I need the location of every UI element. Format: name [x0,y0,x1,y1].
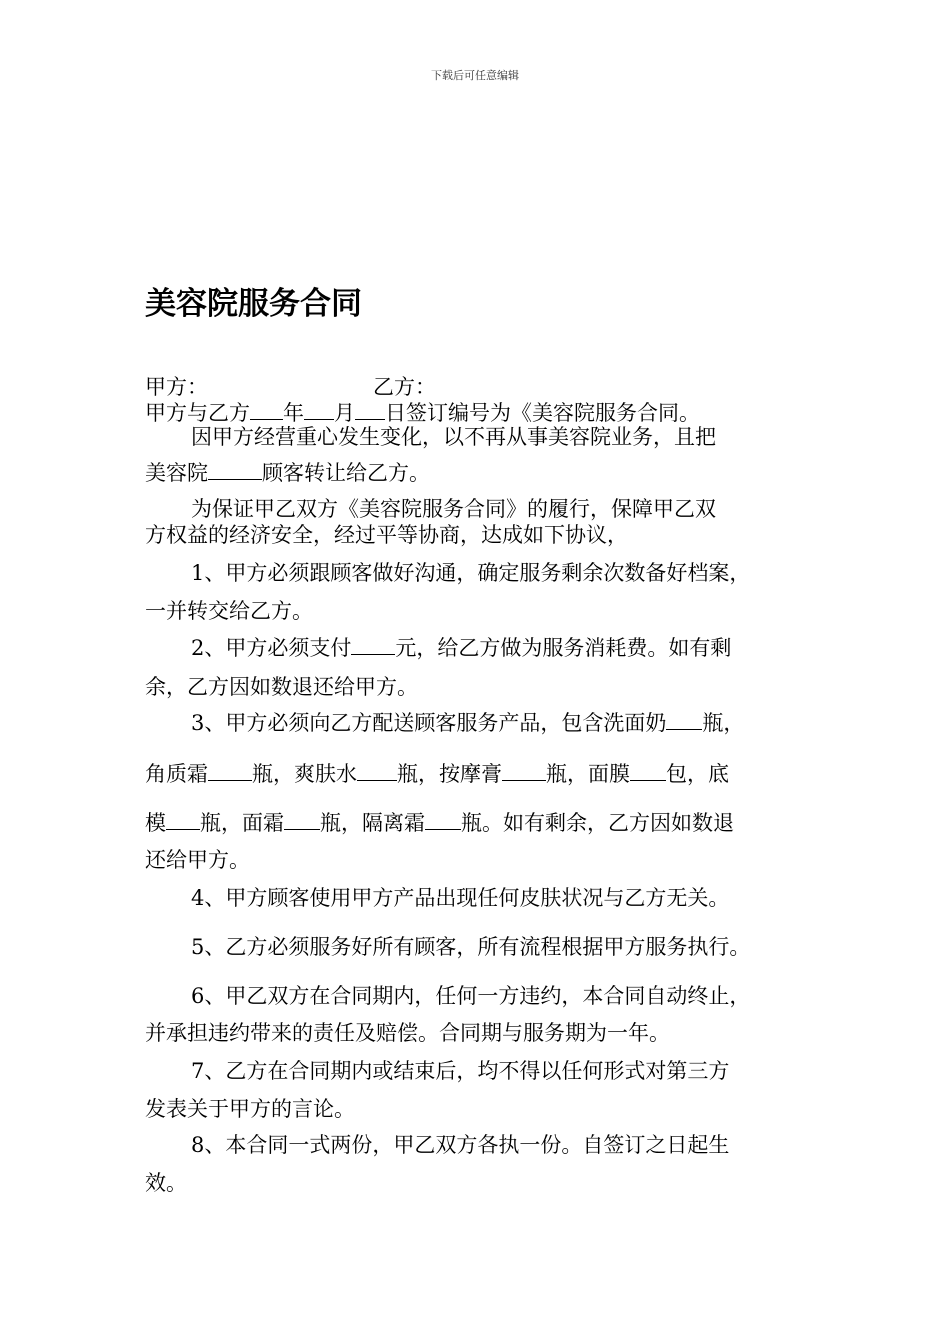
clause-3-line-3: 模 瓶，面霜 瓶，隔离霜 瓶。如有剩余，乙方因如数退 [145,811,734,835]
clause-3-line-2: 角质霜 瓶，爽肤水 瓶，按摩膏 瓶，面膜 包，底 [145,762,729,786]
purpose-line-1: 为保证甲乙双方《美容院服务合同》的履行，保障甲乙双 [191,497,716,521]
purpose-line-2: 方权益的经济安全，经过平等协商，达成如下协议， [145,523,628,547]
clause-6-line-2: 并承担违约带来的责任及赔偿。合同期与服务期为一年。 [145,1021,670,1045]
blank-face-cream-qty[interactable] [284,809,320,830]
blank-cleanser-qty[interactable] [666,709,702,730]
clause-2-line-2: 余，乙方因如数退还给甲方。 [145,675,418,699]
clause-8-line-2: 效。 [145,1171,187,1195]
clause-2-line-1: 2、甲方必须支付 元，给乙方做为服务消耗费。如有剩 [191,636,732,660]
blank-year[interactable] [250,399,283,420]
document-title: 美容院服务合同 [145,286,362,322]
blank-toner-qty[interactable] [357,760,397,781]
blank-base-mold-qty[interactable] [166,809,200,830]
blank-primer-qty[interactable] [425,809,461,830]
blank-salon-name[interactable] [208,459,262,480]
blank-exfoliant-qty[interactable] [208,760,252,781]
blank-mask-qty[interactable] [630,760,666,781]
clause-7-line-2: 发表关于甲方的言论。 [145,1097,355,1121]
reason-line-1: 因甲方经营重心发生变化，以不再从事美容院业务，且把 [191,425,716,449]
party-b-label: 乙方： [373,375,436,399]
clause-8-line-1: 8、本合同一式两份，甲乙双方各执一份。自签订之日起生 [191,1133,730,1157]
blank-massage-cream-qty[interactable] [502,760,546,781]
clause-7-line-1: 7、乙方在合同期内或结束后，均不得以任何形式对第三方 [191,1059,730,1083]
clause-3-line-1: 3、甲方必须向乙方配送顾客服务产品，包含洗面奶 瓶， [191,711,745,735]
clause-4: 4、甲方顾客使用甲方产品出现任何皮肤状况与乙方无关。 [191,886,730,910]
party-a-label: 甲方： [145,375,208,399]
clause-1-line-1: 1、甲方必须跟顾客做好沟通，确定服务剩余次数备好档案， [191,561,751,585]
clause-3-line-4: 还给甲方。 [145,848,250,872]
header-note: 下载后可任意编辑 [431,69,519,82]
blank-payment-amount[interactable] [351,634,395,655]
blank-day[interactable] [355,399,385,420]
clause-6-line-1: 6、甲乙双方在合同期内，任何一方违约，本合同自动终止， [191,984,751,1008]
sign-date-line: 甲方与乙方 年 月 日签订编号为《美容院服务合同。 [145,401,700,425]
reason-line-2: 美容院 顾客转让给乙方。 [145,461,430,485]
blank-month[interactable] [304,399,334,420]
clause-1-line-2: 一并转交给乙方。 [145,599,313,623]
clause-5: 5、乙方必须服务好所有顾客，所有流程根据甲方服务执行。 [191,935,751,959]
